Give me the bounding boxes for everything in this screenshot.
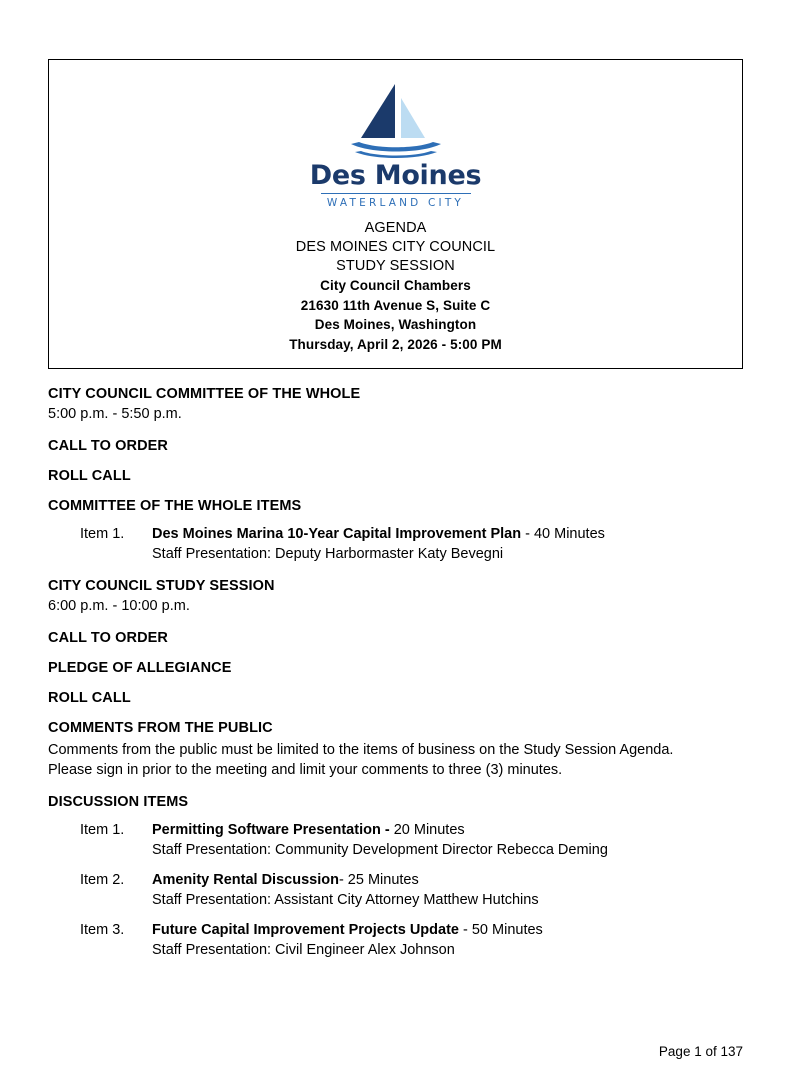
agenda-item-body xyxy=(152,821,743,860)
header-agenda-label: AGENDA xyxy=(364,220,427,237)
agenda-item-body xyxy=(152,525,743,564)
agenda-item-title: Permitting Software Presentation - xyxy=(152,822,390,839)
header-address-line2: Des Moines, Washington xyxy=(314,317,477,333)
agenda-body xyxy=(48,369,743,960)
agenda-item-body xyxy=(152,871,743,910)
section-heading-study-session: CITY COUNCIL STUDY SESSION xyxy=(48,578,275,595)
agenda-item-duration: - 50 Minutes xyxy=(458,922,543,939)
agenda-item-duration: 20 Minutes xyxy=(389,822,465,839)
public-comments-paragraph-1: Comments from the public must be limited to the items of business on the Study Session Agenda. xyxy=(48,742,674,759)
agenda-item[interactable] xyxy=(48,871,743,910)
city-logo-tagline: WATERLAND CITY xyxy=(326,197,465,210)
agenda-item-label: Item 1. xyxy=(80,526,125,543)
city-logo-rule xyxy=(321,193,471,194)
agenda-item[interactable] xyxy=(48,921,743,960)
agenda-item-title: Des Moines Marina 10-Year Capital Improvement Plan xyxy=(152,526,522,543)
agenda-header-box xyxy=(48,59,743,369)
header-body-name: DES MOINES CITY COUNCIL xyxy=(295,239,496,256)
page-number: Page 1 of 137 xyxy=(658,1044,743,1059)
agenda-item-presenter: Staff Presentation: Deputy Harbormaster Katy Bevegni xyxy=(152,545,504,562)
section-heading-pledge-of-allegiance: PLEDGE OF ALLEGIANCE xyxy=(48,660,232,677)
agenda-item-title-line xyxy=(152,871,743,891)
agenda-item-label: Item 3. xyxy=(80,922,125,939)
document-page xyxy=(0,59,791,1083)
agenda-item-duration: - 25 Minutes xyxy=(338,872,419,889)
committee-time-range: 5:00 p.m. - 5:50 p.m. xyxy=(48,406,182,423)
agenda-item[interactable] xyxy=(48,525,743,564)
study-session-time-range: 6:00 p.m. - 10:00 p.m. xyxy=(48,598,190,615)
city-logo-name: Des Moines xyxy=(309,160,482,191)
section-heading-discussion-items: DISCUSSION ITEMS xyxy=(48,794,189,811)
agenda-item-title-line xyxy=(152,525,743,545)
section-heading-roll-call-1: ROLL CALL xyxy=(48,468,131,485)
agenda-item-title-line xyxy=(152,821,743,841)
agenda-item-title: Amenity Rental Discussion xyxy=(152,872,339,889)
header-venue: City Council Chambers xyxy=(320,278,471,294)
section-heading-comments-from-the-public: COMMENTS FROM THE PUBLIC xyxy=(48,720,273,737)
header-address-line1: 21630 11th Avenue S, Suite C xyxy=(300,297,491,313)
agenda-item-presenter: Staff Presentation: Assistant City Attorney Matthew Hutchins xyxy=(152,891,539,908)
public-comments-paragraph-2: Please sign in prior to the meeting and limit your comments to three (3) minutes. xyxy=(48,762,563,779)
section-heading-committee-of-the-whole: CITY COUNCIL COMMITTEE OF THE WHOLE xyxy=(48,386,361,403)
section-heading-roll-call-2: ROLL CALL xyxy=(48,690,131,707)
agenda-item-presenter: Staff Presentation: Civil Engineer Alex Johnson xyxy=(152,941,455,958)
agenda-item-body xyxy=(152,921,743,960)
section-heading-call-to-order-1: CALL TO ORDER xyxy=(48,438,168,455)
agenda-item[interactable] xyxy=(48,821,743,860)
agenda-item-duration: - 40 Minutes xyxy=(521,526,605,543)
agenda-item-label: Item 2. xyxy=(80,872,125,889)
agenda-item-title: Future Capital Improvement Projects Update xyxy=(152,922,459,939)
header-meeting-type: STUDY SESSION xyxy=(336,258,455,275)
city-logo xyxy=(59,76,732,209)
section-heading-call-to-order-2: CALL TO ORDER xyxy=(48,630,168,647)
agenda-item-title-line xyxy=(152,921,743,941)
agenda-item-presenter: Staff Presentation: Community Development Director Rebecca Deming xyxy=(152,841,608,858)
agenda-item-label: Item 1. xyxy=(80,822,125,839)
sailboat-icon xyxy=(321,76,471,162)
header-datetime: Thursday, April 2, 2026 - 5:00 PM xyxy=(289,336,502,352)
section-heading-cotw-items: COMMITTEE OF THE WHOLE ITEMS xyxy=(48,498,302,515)
